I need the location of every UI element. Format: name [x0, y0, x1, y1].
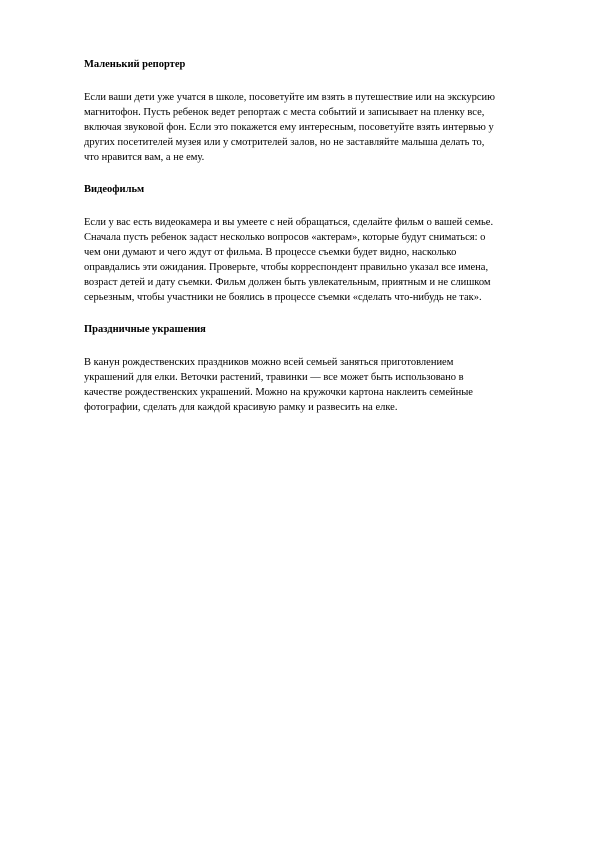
paragraph-line: В канун рождественских праздников можно всей семьей заняться приготовлением [84, 357, 454, 368]
section-heading: Видеофильм [84, 184, 145, 195]
section-heading: Праздничные украшения [84, 324, 206, 335]
paragraph-line: серьезным, чтобы участники не боялись в процессе съемки «сделать что-нибудь не так». [84, 292, 482, 303]
paragraph-line: Если у вас есть видеокамера и вы умеете с ней обращаться, сделайте фильм о вашей семье. [84, 217, 494, 228]
paragraph-line: Если ваши дети уже учатся в школе, посоветуйте им взять в путешествие или на экскурсию [84, 92, 495, 103]
section-paragraph [84, 355, 554, 415]
section-heading: Маленький репортер [84, 59, 186, 70]
section-little-reporter [84, 58, 554, 183]
paragraph-line: украшений для елки. Веточки растений, травинки — все может быть использовано в [84, 372, 464, 383]
section-video-film [84, 183, 554, 323]
section-paragraph [84, 90, 554, 165]
paragraph-line: что нравится вам, а не ему. [84, 152, 205, 163]
paragraph-line: возраст детей и дату съемки. Фильм должен быть увлекательным, приятным и не слишком [84, 277, 491, 288]
paragraph-line: Сначала пусть ребенок задаст несколько вопросов «актерам», которые будут сниматься: о [84, 232, 486, 243]
paragraph-line: качестве рождественских украшений. Можно на кружочки картона наклеить семейные [84, 387, 473, 398]
paragraph-line: включая звуковой фон. Если это покажется ему интересным, посоветуйте взять интервью у [84, 122, 494, 133]
paragraph-line: фотографии, сделать для каждой красивую рамку и развесить на елке. [84, 402, 398, 413]
section-paragraph [84, 215, 554, 305]
paragraph-line: других посетителей музея или у смотрителей залов, но не заставляйте малыша делать то, [84, 137, 485, 148]
paragraph-line: оправдались эти ожидания. Проверьте, чтобы корреспондент правильно указал все имена, [84, 262, 489, 273]
section-holiday-decorations [84, 323, 554, 415]
paragraph-line: чем они думают и чего ждут от фильма. В процессе съемки будет видно, насколько [84, 247, 457, 258]
document-page [84, 58, 554, 415]
paragraph-line: магнитофон. Пусть ребенок ведет репортаж с места событий и записывает на пленку все, [84, 107, 485, 118]
